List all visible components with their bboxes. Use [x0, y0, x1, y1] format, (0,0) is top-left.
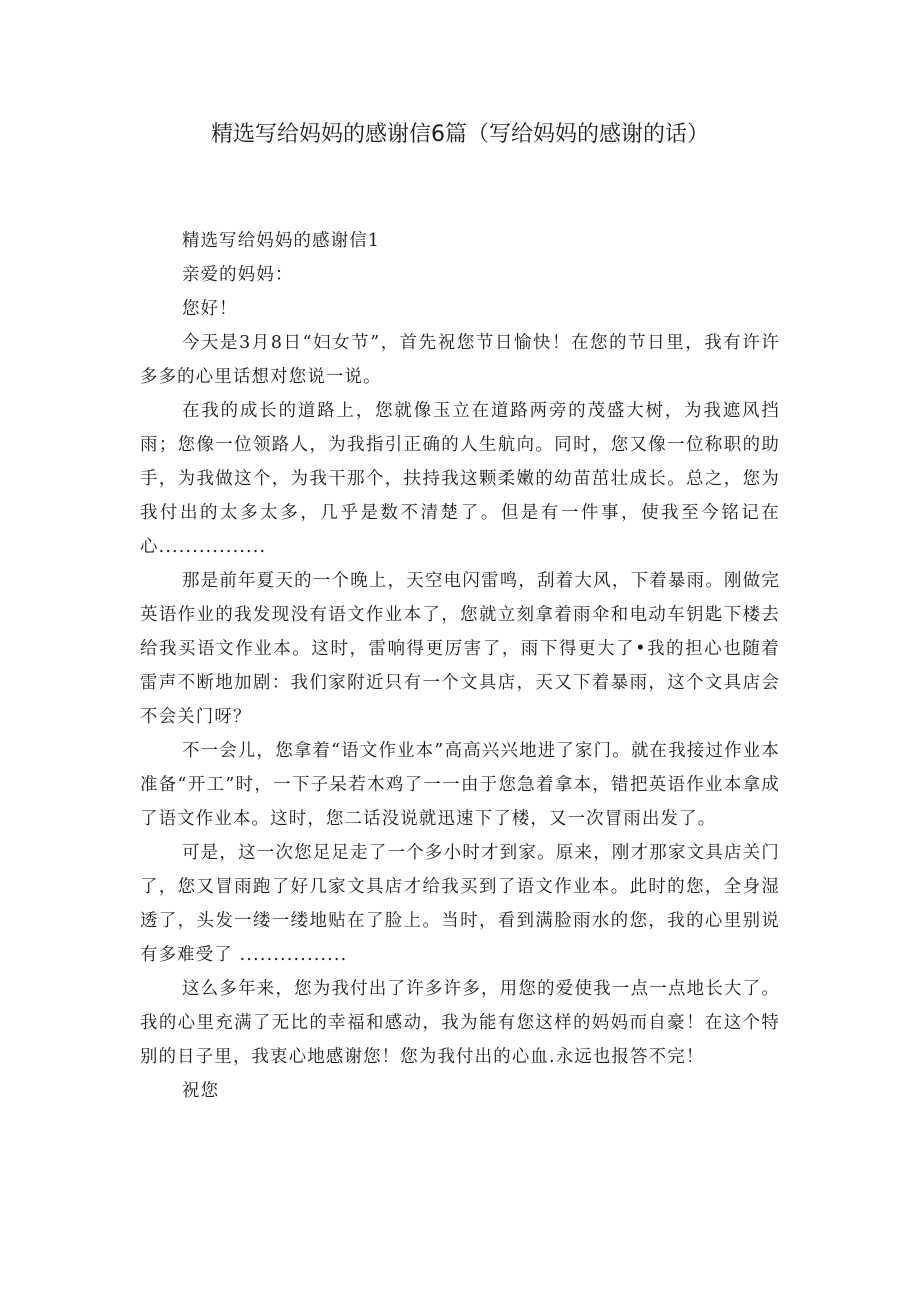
letter-heading: 精选写给妈妈的感谢信1	[182, 231, 381, 251]
paragraph-6: 这么多年来，您为我付出了许多许多，用您的爱使我一点一点地长大了。我的心里充满了无比的幸福和感动，我为能有您这样的妈妈而自豪！在这个特别的日子里，我衷心地感谢您！您为我付出的心血.永远也报答不完！	[140, 979, 780, 1067]
letter-body	[140, 224, 780, 1108]
paragraph-5: 可是，这一次您足足走了一个多小时才到家。原来，刚才那家文具店关门了，您又冒雨跑了好几家文具店才给我买到了语文作业本。此时的您，全身湿透了，头发一缕一缕地贴在了脸上。当时，看到满脸雨水的您，我的心里别说有多难受了 ................	[140, 843, 780, 965]
letter-greeting: 您好！	[182, 299, 238, 319]
paragraph-2: 在我的成长的道路上，您就像玉立在道路两旁的茂盛大树，为我遮风挡雨；您像一位领路人，为我指引正确的人生航向。同时，您又像一位称职的助手，为我做这个，为我干那个，扶持我这颗柔嫩的幼苗茁壮成长。总之，您为我付出的太多太多，几乎是数不清楚了。但是有一件事，使我至今铭记在心................	[140, 401, 780, 557]
letter-salutation: 亲爱的妈妈：	[182, 265, 294, 285]
paragraph-3: 那是前年夏天的一个晚上，天空电闪雷鸣，刮着大风，下着暴雨。刚做完英语作业的我发现没有语文作业本了，您就立刻拿着雨伞和电动车钥匙下楼去给我买语文作业本。这时，雷响得更厉害了，雨下得更大了•我的担心也随着雷声不断地加剧：我们家附近只有一个文具店，天又下着暴雨，这个文具店会不会关门呀？	[140, 571, 780, 727]
paragraph-4: 不一会儿，您拿着“语文作业本”高高兴兴地进了家门。就在我接过作业本准备“开工”时，一下子呆若木鸡了一一由于您急着拿本，错把英语作业本拿成了语文作业本。这时，您二话没说就迅速下了楼，又一次冒雨出发了。	[140, 741, 780, 829]
letter-closing: 祝您	[182, 1081, 220, 1101]
paragraph-1: 今天是3月8日“妇女节”，首先祝您节日愉快！在您的节日里，我有许许多多的心里话想对您说一说。	[140, 333, 780, 387]
document-title: 精选写给妈妈的感谢信6篇（写给妈妈的感谢的话）	[211, 122, 709, 147]
